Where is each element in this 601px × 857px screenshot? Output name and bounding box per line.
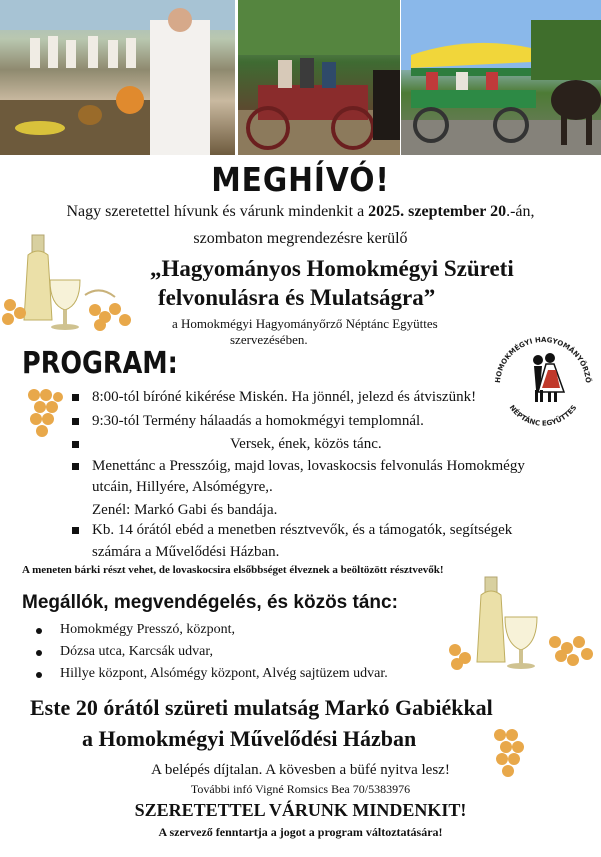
program-note: A meneten bárki részt vehet, de lovaskocsira elsőbbséget élveznek a beöltözött résztvevők! (22, 564, 444, 576)
organizer-line-1: a Homokmégyi Hagyományőrző Néptánc Együttes (172, 316, 438, 331)
bullet-square (72, 418, 79, 425)
entry-info: A belépés díjtalan. A kövesben a büfé nyitva lesz! (151, 762, 450, 778)
program-item-2: 9:30-tól Termény hálaadás a homokmégyi templomnál. (92, 413, 424, 429)
organizer-line-2: szervezésében. (230, 332, 308, 347)
program-heading: PROGRAM: (22, 346, 178, 381)
intro-text: Nagy szeretettel hívunk és várunk mindenkit a (66, 203, 369, 220)
program-item-1: 8:00-tól bíróné kikérése Miskén. Ha jönnél, jelezd és átviszünk! (92, 389, 477, 405)
logo-top-text: HOMOKMÉGYI HAGYOMÁNYŐRZŐ (493, 335, 593, 384)
contact-info: További infó Vigné Romsics Bea 70/5383976 (190, 782, 411, 796)
svg-text:NÉPTÁNC EGYÜTTES (508, 404, 579, 428)
grapes-icon (24, 385, 64, 445)
bullet-dot (36, 672, 42, 678)
bullet-square (72, 527, 79, 534)
invitation-title: MEGHÍVÓ! (211, 160, 390, 199)
dance-group-logo (490, 330, 596, 430)
photo-covered-wagon (401, 0, 601, 155)
dancing-couple-icon (533, 353, 564, 402)
photo-covered-wagon-art (401, 0, 601, 155)
disclaimer-text: A szervező fenntartja a jogot a program változtatására! (158, 825, 443, 839)
bullet-square (72, 463, 79, 470)
bullet-square (72, 394, 79, 401)
evening-line-2: a Homokmégyi Művelődési Házban (82, 726, 417, 751)
welcome-text: SZERETETTEL VÁRUNK MINDENKIT! (134, 800, 467, 820)
photo-harvest-blessing (0, 0, 235, 155)
stop-item-2: Dózsa utca, Karcsák udvar, (60, 644, 213, 659)
bullet-dot (36, 650, 42, 656)
intro-line-2: szombaton megrendezésre kerülő (193, 230, 408, 247)
bullet-square (72, 441, 79, 448)
intro-date-suffix: .-án, (506, 203, 535, 220)
wine-bottle-glass-icon (445, 572, 601, 682)
photo-horse-carriage (238, 0, 400, 155)
stop-item-3: Hillye központ, Alsómégy központ, Alvég sajtüzem udvar. (60, 666, 388, 681)
intro-line-1 (0, 203, 601, 221)
program-item-4: Menettánc a Presszóig, majd lovas, lovaskocsis felvonulás Homokmégy (92, 458, 525, 474)
photo-harvest-blessing-art (0, 0, 235, 155)
photo-horse-carriage-art (238, 0, 400, 155)
logo-bottom-text: NÉPTÁNC EGYÜTTES (507, 403, 579, 428)
program-item-4-cont: utcáin, Hillyére, Alsómégyre,. (92, 479, 273, 495)
event-name-line-2: felvonulásra és Mulatságra” (158, 285, 436, 310)
photo-strip (0, 0, 601, 155)
evening-line-1: Este 20 órától szüreti mulatság Markó Gabiékkal (30, 695, 493, 720)
program-item-6-cont: számára a Művelődési Házban. (92, 544, 280, 560)
stops-heading: Megállók, megvendégelés, és közös tánc: (22, 592, 398, 613)
program-item-5: Zenél: Markó Gabi és bandája. (92, 502, 278, 518)
stop-item-1: Homokmégy Presszó, központ, (60, 622, 235, 637)
program-item-3: Versek, ének, közös tánc. (230, 436, 382, 452)
wine-bottle-grapes-icon (0, 225, 140, 340)
program-item-6: Kb. 14 órától ebéd a menetben résztvevők, és a támogatók, segítségek (92, 522, 513, 538)
event-date: 2025. szeptember 20 (368, 203, 507, 220)
event-name-line-1: „Hagyományos Homokmégyi Szüreti (150, 256, 514, 281)
bullet-dot (36, 628, 42, 634)
